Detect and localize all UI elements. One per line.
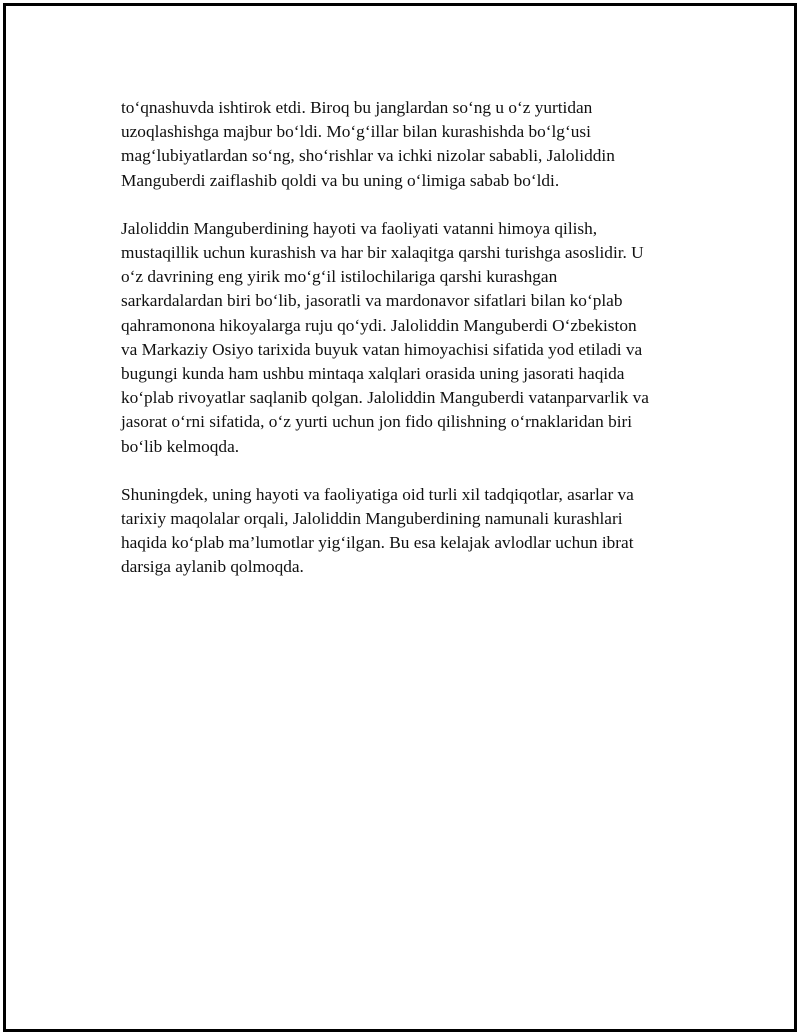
paragraph-2: Jaloliddin Manguberdining hayoti va faoliyati vatanni himoya qilish, mustaqillik uchun kurashish va har bir xalaqitga qarshi turishga asoslidir. U o‘z davrining eng yirik mo‘g‘il istilochilariga qarshi kurashgan sarkardalardan biri bo‘lib, jasoratli va mardonavor sifatlari bilan ko‘plab qahramonona hikoyalarga ruju qo‘ydi. Jaloliddin Manguberdi O‘zbekiston va Markaziy Osiyo tarixida buyuk vatan himoyachisi sifatida yod etiladi va bugungi kunda ham ushbu mintaqa xalqlari orasida uning jasorati haqida ko‘plab rivoyatlar saqlanib qolgan. Jaloliddin Manguberdi vatanparvarlik va jasorat o‘rni sifatida, o‘z yurti uchun jon fido qilishning o‘rnaklaridan biri bo‘lib kelmoqda.	[121, 218, 649, 456]
page-border	[3, 3, 797, 1032]
paragraph-3: Shuningdek, uning hayoti va faoliyatiga oid turli xil tadqiqotlar, asarlar va tarixiy maqolalar orqali, Jaloliddin Manguberdining namunali kurashlari haqida ko‘plab ma’lumotlar yig‘ilgan. Bu esa kelajak avlodlar uchun ibrat darsiga aylanib qolmoqda.	[121, 484, 634, 577]
document-body	[121, 96, 701, 604]
paragraph-1: to‘qnashuvda ishtirok etdi. Biroq bu janglardan so‘ng u o‘z yurtidan uzoqlashishga majbur bo‘ldi. Mo‘g‘illar bilan kurashishda bo‘lg‘usi mag‘lubiyatlardan so‘ng, sho‘rishlar va ichki nizolar sababli, Jaloliddin Manguberdi zaiflashib qoldi va bu uning o‘limiga sabab bo‘ldi.	[121, 98, 615, 190]
